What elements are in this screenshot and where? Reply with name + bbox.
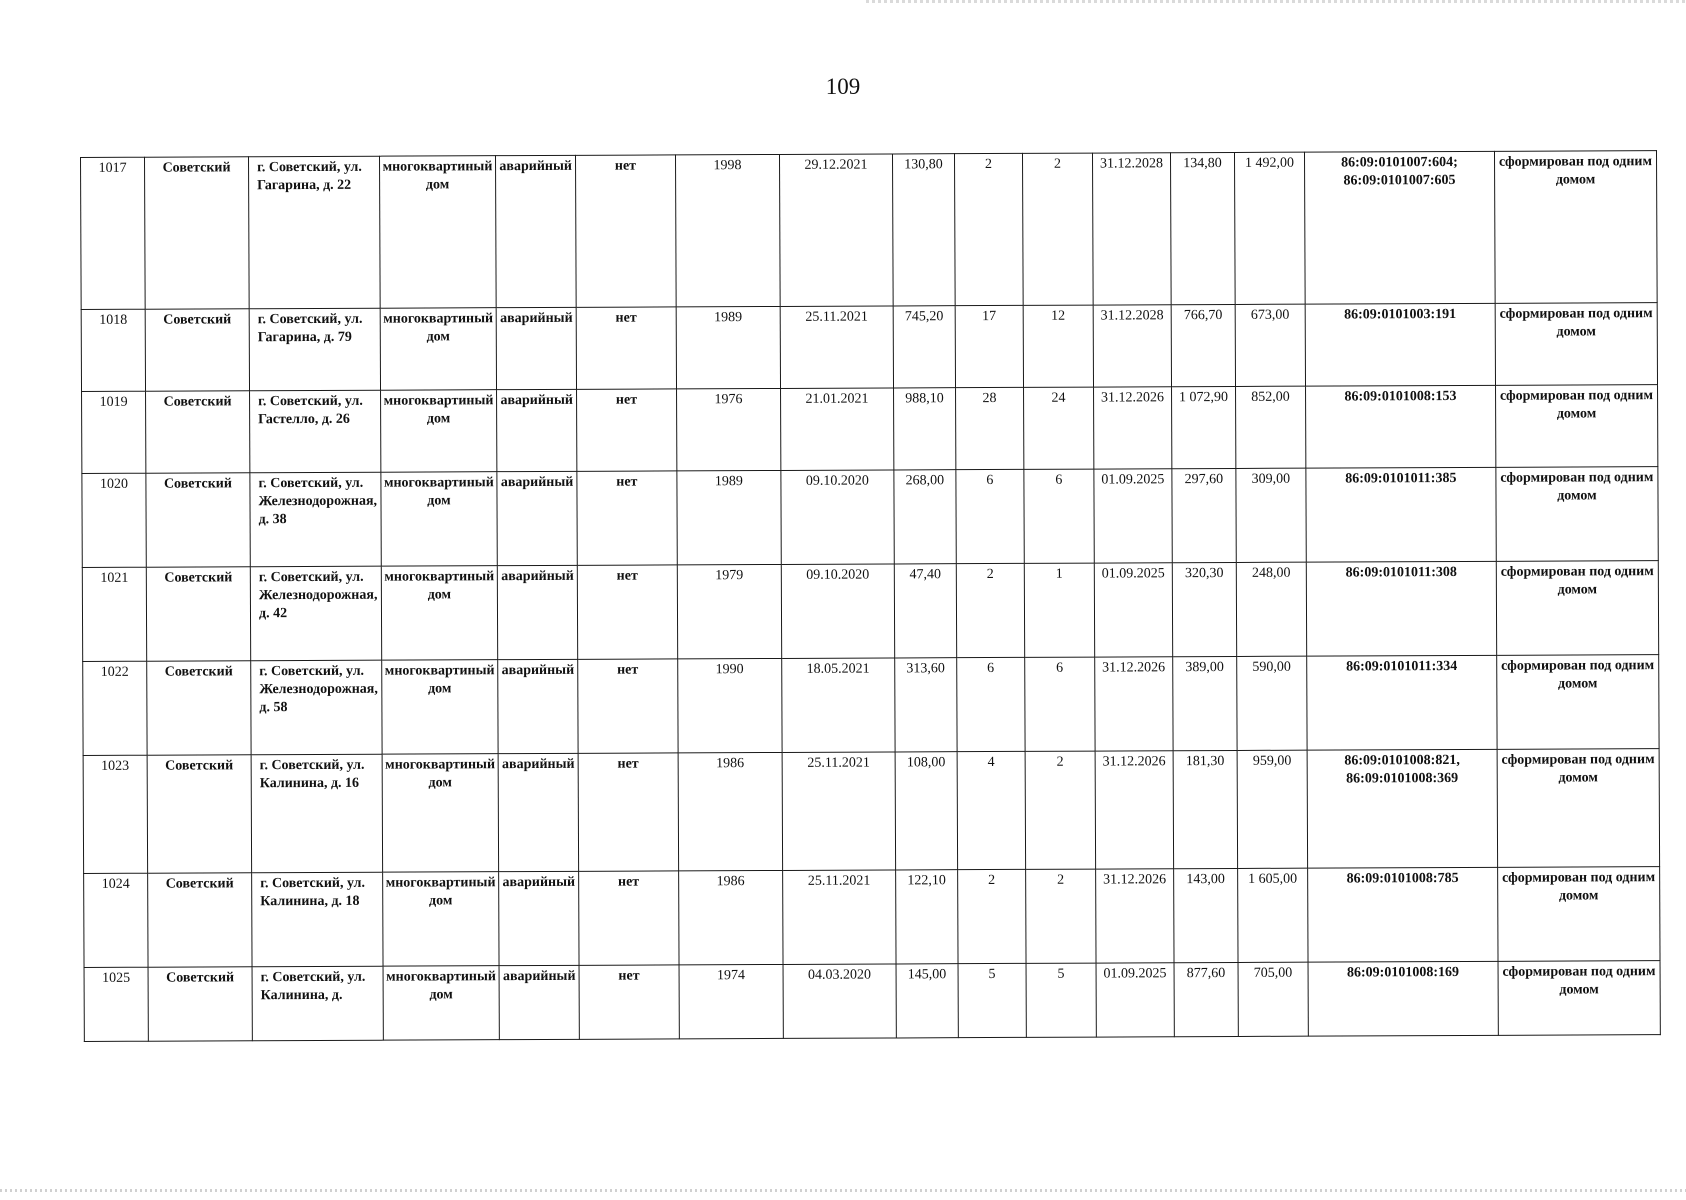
date-cell: 25.11.2021 — [780, 306, 893, 388]
note-cell: сформирован под одним домом — [1496, 561, 1658, 656]
area-cell-2: 320,30 — [1172, 562, 1236, 656]
note-cell: сформирован под одним домом — [1498, 867, 1660, 962]
land-area-cell: 673,00 — [1235, 304, 1305, 386]
area-cell-2: 134,80 — [1170, 152, 1235, 304]
cadastral-number-cell: 86:09:0101003:191 — [1305, 303, 1495, 386]
area-cell: 745,20 — [893, 306, 955, 388]
land-area-cell: 309,00 — [1236, 468, 1306, 562]
table-row — [82, 561, 1658, 662]
address-cell: г. Советский, ул. Железнодорожная, д. 58 — [251, 660, 382, 755]
area-cell-2: 181,30 — [1173, 750, 1238, 868]
flag-cell: нет — [579, 965, 679, 1039]
cadastral-number-cell: 86:09:0101011:308 — [1306, 561, 1496, 656]
table-row — [81, 151, 1658, 310]
cadastral-number-cell: 86:09:0101011:385 — [1306, 467, 1496, 562]
date-cell: 04.03.2020 — [783, 964, 896, 1038]
term-date-cell: 31.12.2028 — [1092, 153, 1171, 305]
count-cell: 5 — [958, 963, 1026, 1037]
year-cell: 1990 — [678, 658, 782, 752]
address-cell: г. Советский, ул. Железнодорожная, д. 42 — [250, 566, 381, 661]
address-cell: г. Советский, ул. Гастелло, д. 26 — [250, 390, 381, 473]
area-cell: 313,60 — [895, 658, 957, 752]
year-cell: 1986 — [679, 870, 783, 964]
term-date-cell: 01.09.2025 — [1094, 469, 1172, 563]
cadastral-number-cell: 86:09:0101011:334 — [1307, 655, 1497, 750]
area-cell-2: 1 072,90 — [1171, 386, 1235, 468]
count-cell: 2 — [956, 563, 1024, 657]
flag-cell: нет — [577, 471, 677, 565]
note-cell: сформирован под одним домом — [1497, 749, 1660, 868]
district-cell: Советский — [145, 157, 250, 309]
row-number: 1024 — [84, 873, 148, 967]
building-type-cell: многоквартиный дом — [379, 156, 497, 309]
flag-cell: нет — [578, 753, 679, 871]
term-date-cell: 01.09.2025 — [1096, 963, 1174, 1037]
count-cell: 6 — [956, 469, 1024, 563]
count-cell: 2 — [958, 869, 1026, 963]
land-area-cell: 852,00 — [1235, 386, 1305, 468]
table-row — [84, 867, 1660, 968]
building-type-cell: многоквартиный дом — [380, 308, 497, 391]
building-type-cell: многоквартиный дом — [382, 754, 499, 873]
building-type-cell: многоквартиный дом — [381, 566, 498, 661]
count-cell-2: 2 — [1022, 153, 1093, 305]
count-cell-2: 24 — [1023, 387, 1093, 469]
year-cell: 1998 — [675, 154, 780, 306]
address-cell: г. Советский, ул. Гагарина, д. 79 — [249, 308, 380, 391]
scan-edge-bottom — [0, 1189, 1686, 1192]
count-cell-2: 1 — [1024, 563, 1094, 657]
date-cell: 09.10.2020 — [781, 564, 894, 658]
note-cell: сформирован под одним домом — [1494, 151, 1657, 304]
condition-cell: аварийный — [497, 471, 577, 565]
area-cell-2: 877,60 — [1174, 962, 1238, 1036]
area-cell: 145,00 — [896, 964, 958, 1038]
area-cell: 988,10 — [893, 388, 955, 470]
count-cell: 4 — [957, 751, 1026, 869]
address-cell: г. Советский, ул. Калинина, д. 18 — [252, 872, 383, 967]
scan-edge-top — [866, 0, 1686, 3]
area-cell-2: 297,60 — [1172, 468, 1236, 562]
year-cell: 1986 — [678, 752, 783, 870]
row-number: 1019 — [82, 391, 146, 473]
building-type-cell: многоквартиный дом — [383, 966, 500, 1041]
land-area-cell: 248,00 — [1236, 562, 1306, 656]
table-row — [82, 467, 1658, 568]
flag-cell: нет — [576, 389, 676, 471]
count-cell: 6 — [957, 657, 1025, 751]
year-cell: 1974 — [679, 964, 783, 1038]
table-row — [82, 385, 1658, 474]
housing-registry-table — [80, 150, 1661, 1042]
land-area-cell: 1 605,00 — [1238, 868, 1308, 962]
flag-cell: нет — [576, 307, 676, 389]
note-cell: сформирован под одним домом — [1497, 655, 1659, 750]
condition-cell: аварийный — [496, 155, 576, 307]
district-cell: Советский — [147, 661, 251, 755]
flag-cell: нет — [577, 565, 677, 659]
count-cell: 17 — [955, 305, 1023, 387]
area-cell-2: 143,00 — [1174, 868, 1238, 962]
condition-cell: аварийный — [497, 389, 577, 471]
cadastral-number-cell: 86:09:0101008:821, 86:09:0101008:369 — [1307, 749, 1498, 868]
row-number: 1023 — [83, 755, 148, 873]
note-cell: сформирован под одним домом — [1495, 303, 1657, 386]
row-number: 1021 — [82, 567, 146, 661]
date-cell: 25.11.2021 — [782, 752, 896, 870]
row-number: 1017 — [81, 157, 146, 309]
area-cell-2: 766,70 — [1171, 304, 1235, 386]
flag-cell: нет — [578, 659, 678, 753]
year-cell: 1989 — [676, 306, 780, 388]
count-cell: 28 — [955, 387, 1023, 469]
term-date-cell: 31.12.2028 — [1093, 305, 1171, 387]
area-cell: 130,80 — [892, 154, 955, 306]
table-row — [83, 655, 1659, 756]
building-type-cell: многоквартиный дом — [380, 472, 497, 567]
term-date-cell: 01.09.2025 — [1094, 563, 1172, 657]
district-cell: Советский — [148, 967, 252, 1041]
district-cell: Советский — [148, 873, 252, 967]
row-number: 1018 — [81, 309, 145, 391]
term-date-cell: 31.12.2026 — [1096, 869, 1174, 963]
address-cell: г. Советский, ул. Калинина, д. 16 — [251, 754, 382, 873]
note-cell: сформирован под одним домом — [1495, 385, 1657, 468]
table-row — [81, 303, 1657, 392]
flag-cell: нет — [575, 155, 676, 307]
area-cell: 47,40 — [894, 564, 956, 658]
district-cell: Советский — [147, 755, 252, 873]
cadastral-number-cell: 86:09:0101007:604; 86:09:0101007:605 — [1304, 151, 1495, 304]
count-cell-2: 12 — [1023, 305, 1093, 387]
condition-cell: аварийный — [498, 565, 578, 659]
table-row — [83, 749, 1659, 874]
address-cell: г. Советский, ул. Калинина, д. — [252, 966, 383, 1041]
count-cell-2: 5 — [1026, 963, 1096, 1037]
land-area-cell: 1 492,00 — [1234, 152, 1305, 304]
condition-cell: аварийный — [497, 307, 577, 389]
address-cell: г. Советский, ул. Гагарина, д. 22 — [249, 156, 380, 309]
building-type-cell: многоквартиный дом — [380, 390, 497, 473]
year-cell: 1976 — [676, 388, 780, 470]
page-number: 109 — [825, 74, 861, 99]
table-row — [84, 961, 1660, 1042]
land-area-cell: 959,00 — [1237, 750, 1308, 868]
area-cell: 268,00 — [894, 470, 956, 564]
area-cell: 108,00 — [895, 752, 958, 870]
date-cell: 29.12.2021 — [779, 154, 893, 306]
area-cell-2: 389,00 — [1173, 656, 1237, 750]
count-cell: 2 — [954, 153, 1023, 305]
address-cell: г. Советский, ул. Железнодорожная, д. 38 — [250, 472, 381, 567]
term-date-cell: 31.12.2026 — [1093, 387, 1171, 469]
condition-cell: аварийный — [498, 753, 578, 871]
row-number: 1020 — [82, 473, 146, 567]
date-cell: 09.10.2020 — [781, 470, 894, 564]
count-cell-2: 2 — [1026, 869, 1096, 963]
count-cell-2: 6 — [1025, 657, 1095, 751]
table-body — [81, 151, 1661, 1042]
condition-cell: аварийный — [499, 871, 579, 965]
land-area-cell: 705,00 — [1238, 962, 1308, 1036]
year-cell: 1989 — [677, 470, 781, 564]
land-area-cell: 590,00 — [1237, 656, 1307, 750]
flag-cell: нет — [579, 871, 679, 965]
district-cell: Советский — [146, 473, 250, 567]
building-type-cell: многоквартиный дом — [382, 872, 499, 967]
count-cell-2: 6 — [1024, 469, 1094, 563]
row-number: 1022 — [83, 661, 147, 755]
date-cell: 25.11.2021 — [783, 870, 896, 964]
district-cell: Советский — [146, 567, 250, 661]
cadastral-number-cell: 86:09:0101008:785 — [1308, 867, 1498, 962]
cadastral-number-cell: 86:09:0101008:169 — [1308, 961, 1498, 1036]
date-cell: 18.05.2021 — [782, 658, 895, 752]
term-date-cell: 31.12.2026 — [1095, 657, 1173, 751]
year-cell: 1979 — [677, 564, 781, 658]
district-cell: Советский — [146, 391, 250, 473]
area-cell: 122,10 — [896, 870, 958, 964]
cadastral-number-cell: 86:09:0101008:153 — [1305, 385, 1495, 468]
note-cell: сформирован под одним домом — [1496, 467, 1658, 562]
count-cell-2: 2 — [1025, 751, 1096, 869]
building-type-cell: многоквартиный дом — [381, 660, 498, 755]
condition-cell: аварийный — [498, 659, 578, 753]
district-cell: Советский — [145, 309, 249, 391]
date-cell: 21.01.2021 — [780, 388, 893, 470]
condition-cell: аварийный — [499, 965, 579, 1039]
note-cell: сформирован под одним домом — [1498, 961, 1660, 1036]
term-date-cell: 31.12.2026 — [1095, 751, 1174, 869]
row-number: 1025 — [84, 967, 148, 1041]
